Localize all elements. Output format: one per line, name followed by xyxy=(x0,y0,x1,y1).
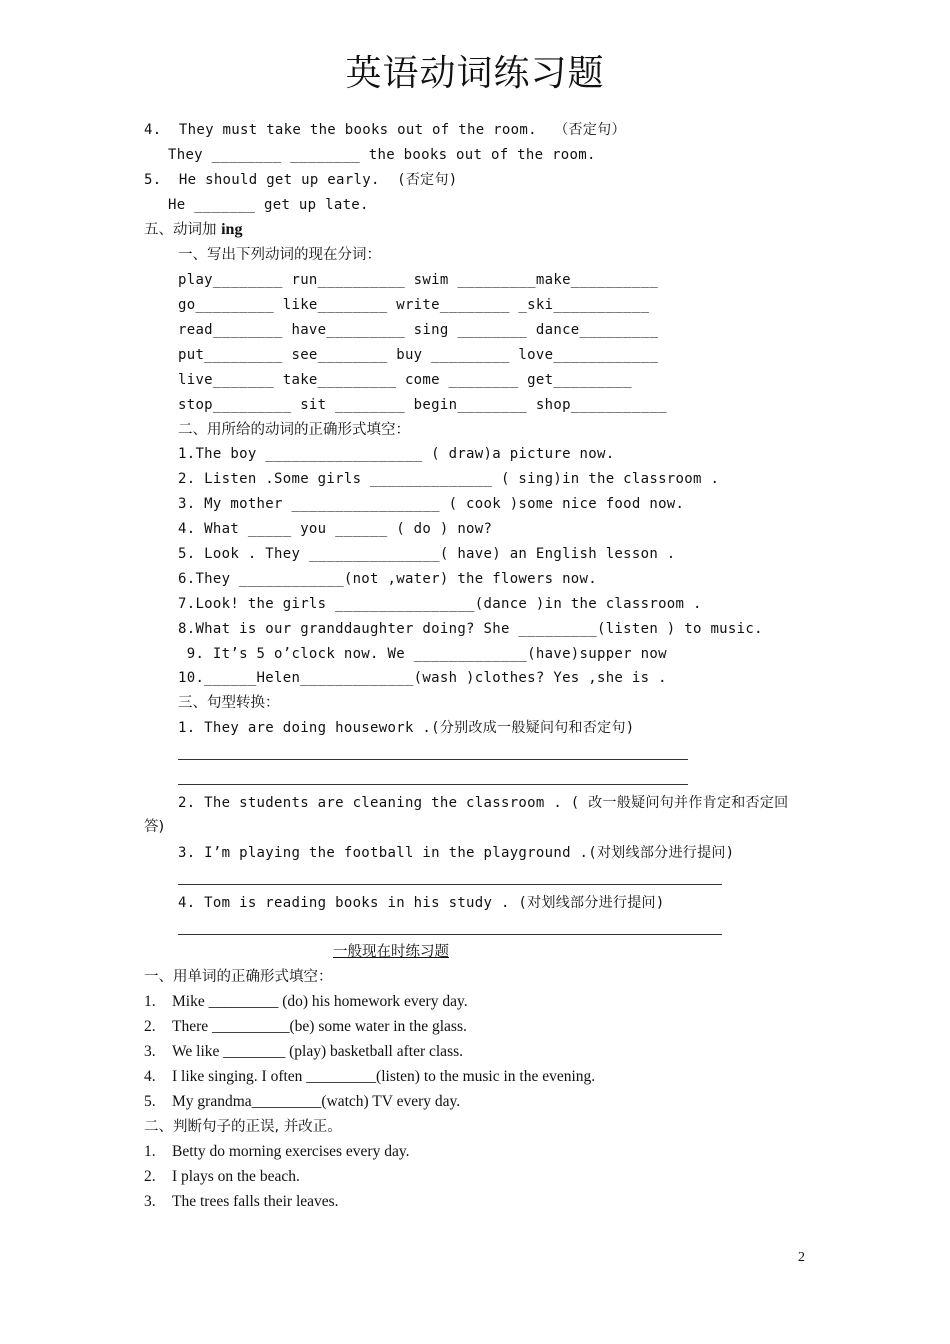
transform-question-2-continued: 答) xyxy=(144,819,165,835)
participle-row-2: go_________ like________ write________ _ski___________ xyxy=(178,297,650,313)
list-item: We like ________ (play) basketball after class. xyxy=(172,1043,464,1060)
transform-question-1: 1. They are doing housework .(分别改成一般疑问句和否定句) xyxy=(178,720,635,736)
fill-item-2: 2. Listen .Some girls ______________ ( sing)in the classroom . xyxy=(178,471,720,487)
list-item-number: 2. xyxy=(144,1168,156,1185)
question-4-answer-line: They ________ ________ the books out of the room. xyxy=(168,147,596,163)
fill-item-6: 6.They ____________(not ,water) the flowers now. xyxy=(178,571,597,587)
answer-line xyxy=(178,784,688,785)
list-item: Mike _________ (do) his homework every day. xyxy=(172,993,468,1010)
fill-item-1: 1.The boy __________________ ( draw)a picture now. xyxy=(178,446,615,462)
section-title-present-simple: 一般现在时练习题 xyxy=(333,944,449,960)
list-item: The trees falls their leaves. xyxy=(172,1193,339,1210)
participle-row-4: put_________ see________ buy _________ love____________ xyxy=(178,347,659,363)
participle-row-5: live_______ take_________ come ________ get_________ xyxy=(178,372,632,388)
section-5-heading-bold: ing xyxy=(221,221,243,238)
page-number: 2 xyxy=(798,1250,805,1265)
list-item-number: 3. xyxy=(144,1043,156,1060)
list-item: I plays on the beach. xyxy=(172,1168,300,1185)
section-5-heading xyxy=(144,220,242,240)
list-item-number: 3. xyxy=(144,1193,156,1210)
list-item: My grandma_________(watch) TV every day. xyxy=(172,1093,461,1110)
transform-question-2: 2. The students are cleaning the classroom . ( 改一般疑问句并作肯定和否定回 xyxy=(178,795,789,811)
fill-item-7: 7.Look! the girls ________________(dance )in the classroom . xyxy=(178,596,702,612)
part-2-title: 二、用所给的动词的正确形式填空： xyxy=(178,422,410,438)
list-item: I like singing. I often _________(listen) to the music in the evening. xyxy=(172,1068,596,1085)
list-item-number: 2. xyxy=(144,1018,156,1035)
question-4: 4. They must take the books out of the room. （否定句） xyxy=(144,122,626,138)
part-1-title: 一、写出下列动词的现在分词： xyxy=(178,247,381,263)
fill-item-9: 9. It’s 5 o’clock now. We _____________(have)supper now xyxy=(178,646,667,662)
transform-question-4: 4. Tom is reading books in his study . (对划线部分进行提问) xyxy=(178,895,665,911)
question-5-answer-line: He _______ get up late. xyxy=(168,197,369,213)
list-item: There __________(be) some water in the glass. xyxy=(172,1018,467,1035)
part-3-title: 三、句型转换： xyxy=(178,695,280,711)
list-item: Betty do morning exercises every day. xyxy=(172,1143,410,1160)
answer-line xyxy=(178,884,722,885)
participle-row-3: read________ have_________ sing ________ dance_________ xyxy=(178,322,659,338)
page-title: 英语动词练习题 xyxy=(345,53,605,94)
list-item-number: 1. xyxy=(144,993,156,1010)
fill-item-8: 8.What is our granddaughter doing? She _________(listen ) to music. xyxy=(178,621,763,637)
answer-line xyxy=(178,759,688,760)
answer-line xyxy=(178,934,722,935)
transform-question-3: 3. I’m playing the football in the playground .(对划线部分进行提问) xyxy=(178,845,735,861)
fill-item-4: 4. What _____ you ______ ( do ) now? xyxy=(178,521,493,537)
fill-item-3: 3. My mother _________________ ( cook )some nice food now. xyxy=(178,496,685,512)
section-5-heading-prefix: 五、动词加 xyxy=(144,222,222,238)
list-item-number: 5. xyxy=(144,1093,156,1110)
participle-row-1: play________ run__________ swim _________make__________ xyxy=(178,272,659,288)
list-item-number: 1. xyxy=(144,1143,156,1160)
fill-item-5: 5. Look . They _______________( have) an English lesson . xyxy=(178,546,676,562)
question-5: 5. He should get up early. (否定句) xyxy=(144,172,458,188)
present-part-2-title: 二、判断句子的正误, 并改正。 xyxy=(144,1119,342,1135)
fill-item-10: 10.______Helen_____________(wash )clothes? Yes ,she is . xyxy=(178,670,667,686)
participle-row-6: stop_________ sit ________ begin________ shop___________ xyxy=(178,397,667,413)
list-item-number: 4. xyxy=(144,1068,156,1085)
present-part-1-title: 一、用单词的正确形式填空： xyxy=(144,969,333,985)
